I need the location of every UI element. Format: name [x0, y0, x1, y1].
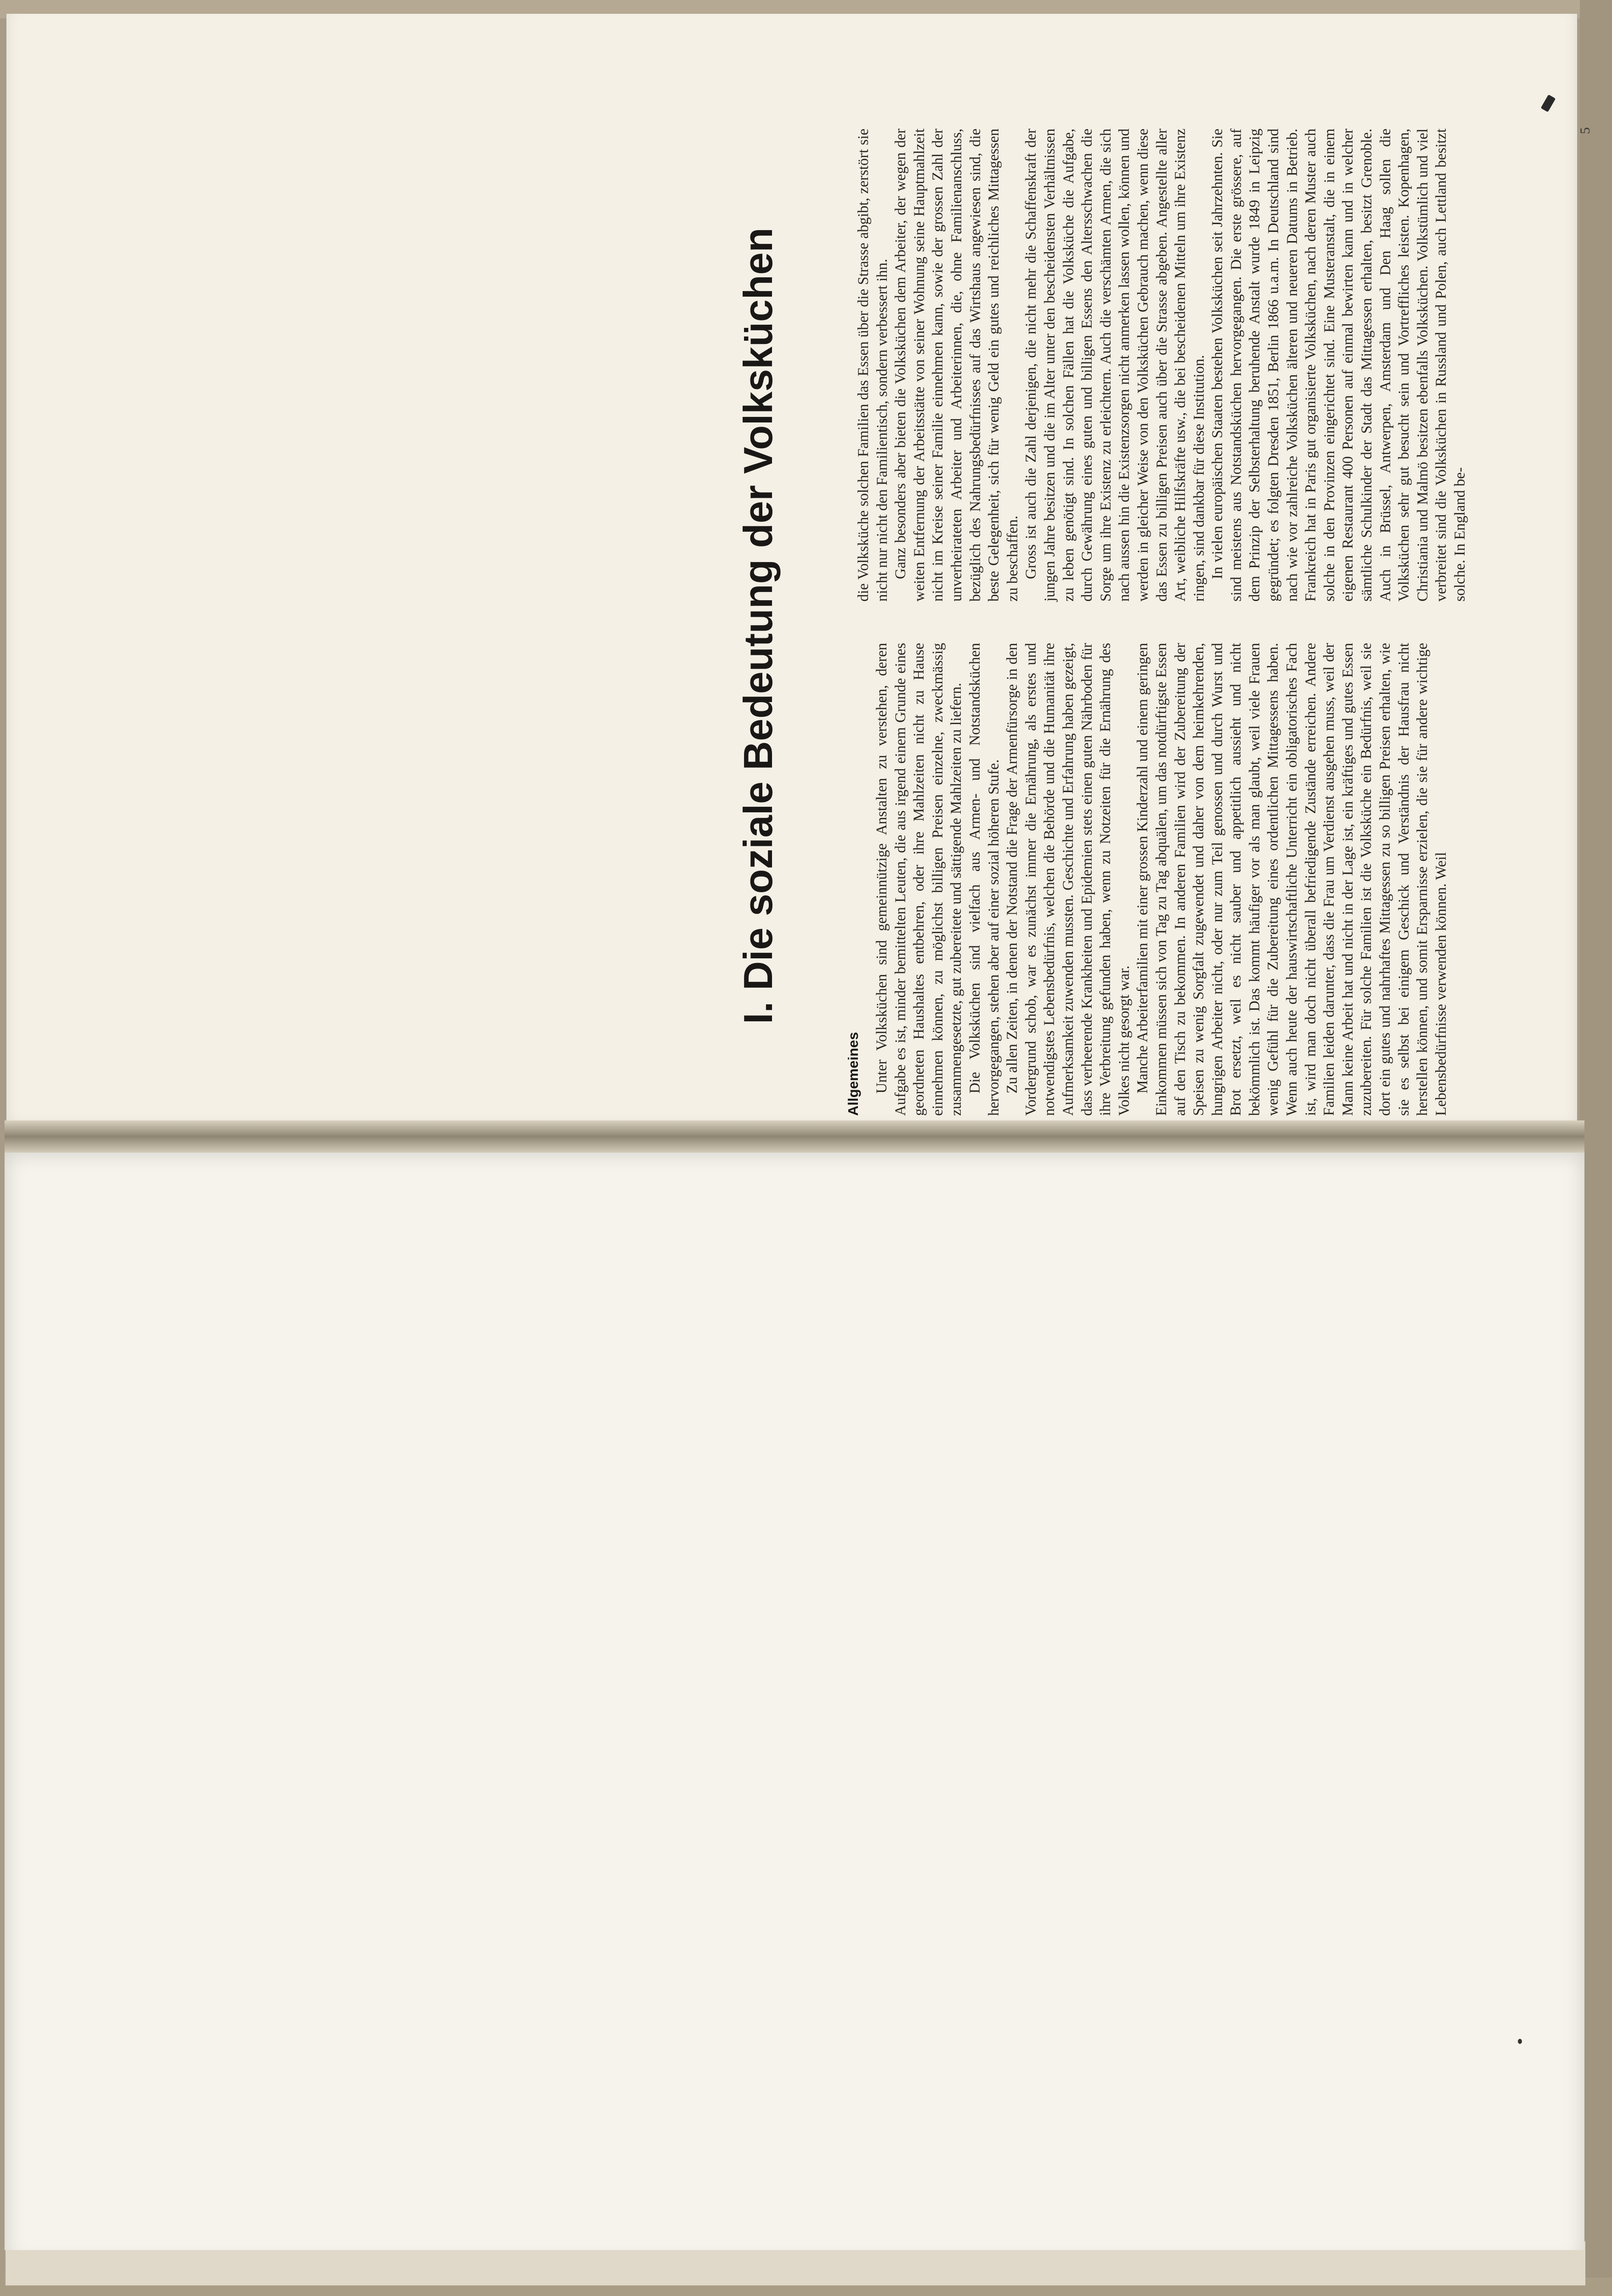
page-number: 5	[1578, 127, 1593, 134]
rotated-text-block	[413, 129, 1612, 1116]
blank-facing-page	[5, 1139, 1584, 2250]
paragraph: Zu allen Zeiten, in denen der Notstand die Frage der Armenfürsorge in den Vordergrund schob, war es zunächst immer die Ernährung, als erstes und notwendigstes Lebensbedürfnis, welchen die Behörde und die Humanität ihre Aufmerksamkeit zuwenden mussten. Geschichte und Erfahrung haben gezeigt, dass verheerende Krankheiten und Epidemien stets einen guten Nährboden für ihre Verbreitung gefunden haben, wenn zu Notzeiten für die Ernährung des Volkes nicht gesorgt war.	[1004, 643, 1133, 1116]
paragraph: Ganz besonders aber bieten die Volksküchen dem Arbeiter, der wegen der weiten Entfernung der Arbeitsstätte von seiner Wohnung seine Hauptmahlzeit nicht im Kreise seiner Familie einnehmen kann, sowie der grossen Zahl der unverheirateten Arbeiter und Arbeiterinnen, die, ohne Familienanschluss, bezüglich des Nahrungsbedürfnisses auf das Wirtshaus angewiesen sind, die beste Gelegenheit, sich für wenig Geld ein gutes und reichliches Mittagessen zu beschaffen.	[892, 129, 1021, 602]
text-column-right	[854, 129, 1571, 602]
paragraph: Gross ist auch die Zahl derjenigen, die nicht mehr die Schaffenskraft der jungen Jahre besitzen und die im Alter unter den bescheidensten Verhältnissen zu leben genötigt sind. In solchen Fällen hat die Volksküche die Aufgabe, durch Gewährung eines guten und billigen Essens den Altersschwachen die Sorge um ihre Existenz zu erleichtern. Auch die verschämten Armen, die sich nach aussen hin die Existenzsorgen nicht anmerken lassen wollen, können und werden in gleicher Weise von den Volksküchen Gebrauch machen, wenn diese das Essen zu billigen Preisen auch über die Strasse abgeben. Angestellte aller Art, weibliche Hilfskräfte usw., die bei bescheidenen Mitteln um ihre Existenz ringen, sind dankbar für diese Institution.	[1023, 129, 1207, 602]
dust-speck	[1518, 2039, 1522, 2044]
book-gutter	[5, 1120, 1584, 1153]
paragraph: Manche Arbeiterfamilien mit einer grossen Kinderzahl und einem geringen Einkommen müssen sich von Tag zu Tag abquälen, um das notdürftigste Essen auf den Tisch zu bekommen. In anderen Familien wird der Zubereitung der Speisen zu wenig Sorgfalt zugewendet und daher von dem heimkehrenden, hungrigen Arbeiter nicht, oder nur zum Teil genossen und durch Wurst und Brot ersetzt, weil es nicht sauber und appetitlich aussieht und nicht bekömmlich ist. Das kommt häufiger vor als man glaubt, weil viele Frauen wenig Gefühl für die Zubereitung eines ordentlichen Mittagessens haben. Wenn auch heute der hauswirtschaftliche Unterricht ein obligatorisches Fach ist, wird man doch nicht überall befriedigende Zustände erreichen. Andere Familien leiden darunter, dass die Frau um Verdienst ausgehen muss, weil der Mann keine Arbeit hat und nicht in der Lage ist, ein kräftiges und gutes Essen zuzubereiten. Für solche Familien ist die Volksküche ein Bedürfnis, weil sie dort ein gutes und nahrhaftes Mittagessen zu so billigen Preisen erhalten, wie sie es selbst bei einigem Geschick und Verständnis der Hausfrau nicht herstellen können, und somit Ersparnisse erzielen, die sie für andere wichtige Lebensbedürfnisse verwenden können. Weil	[1134, 643, 1449, 1116]
chapter-title: I. Die soziale Bedeutung der Volksküchen	[735, 227, 781, 1024]
section-heading: Allgemeines	[845, 1032, 861, 1116]
paragraph: Unter Volksküchen sind gemeinnützige Anstalten zu verstehen, deren Aufgabe es ist, minder bemittelten Leuten, die aus irgend einem Grunde eines geordneten Haushaltes entbehren, oder ihre Mahlzeiten nicht zu Hause einnehmen können, zu möglichst billigen Preisen einzelne, zweckmässig zusammengesetzte, gut zubereitete und sättigende Mahlzeiten zu liefern.	[874, 643, 965, 1116]
paragraph: In vielen europäischen Staaten bestehen Volksküchen seit Jahrzehnten. Sie sind meistens aus Notstandsküchen hervorgegangen. Die erste grössere, auf dem Prinzip der Selbsterhaltung beruhende Anstalt wurde 1849 in Leipzig gegründet; es folgten Dresden 1851, Berlin 1866 u.a.m. In Deutschland sind nach wie vor zahlreiche Volksküchen älteren und neueren Datums in Betrieb. Frankreich hat in Paris gut organisierte Volksküchen, nach deren Muster auch solche in den Provinzen eingerichtet sind. Eine Musteranstalt, die in einem eigenen Restaurant 400 Personen auf einmal bewirten kann und in welcher sämtliche Schulkinder der Stadt das Mittagessen erhalten, besitzt Grenoble. Auch in Brüssel, Antwerpen, Amsterdam und Den Haag sollen die Volksküchen sehr gut besucht sein und Vortreffliches leisten. Kopenhagen, Christiania und Malmö besitzen ebenfalls Volksküchen. Volkstümlich und viel verbreitet sind die Volksküchen in Russland und Polen, auch Lettland besitzt solche. In England be-	[1209, 129, 1468, 602]
text-column-left	[873, 643, 1589, 1116]
paragraph: Die Volksküchen sind vielfach aus Armen- und Notstandsküchen hervorgegangen, stehen aber auf einer sozial höheren Stufe.	[966, 643, 1002, 1116]
paragraph: die Volksküche solchen Familien das Essen über die Strasse abgibt, zerstört sie nicht nur nicht den Familientisch, sondern verbessert ihn.	[855, 129, 891, 602]
